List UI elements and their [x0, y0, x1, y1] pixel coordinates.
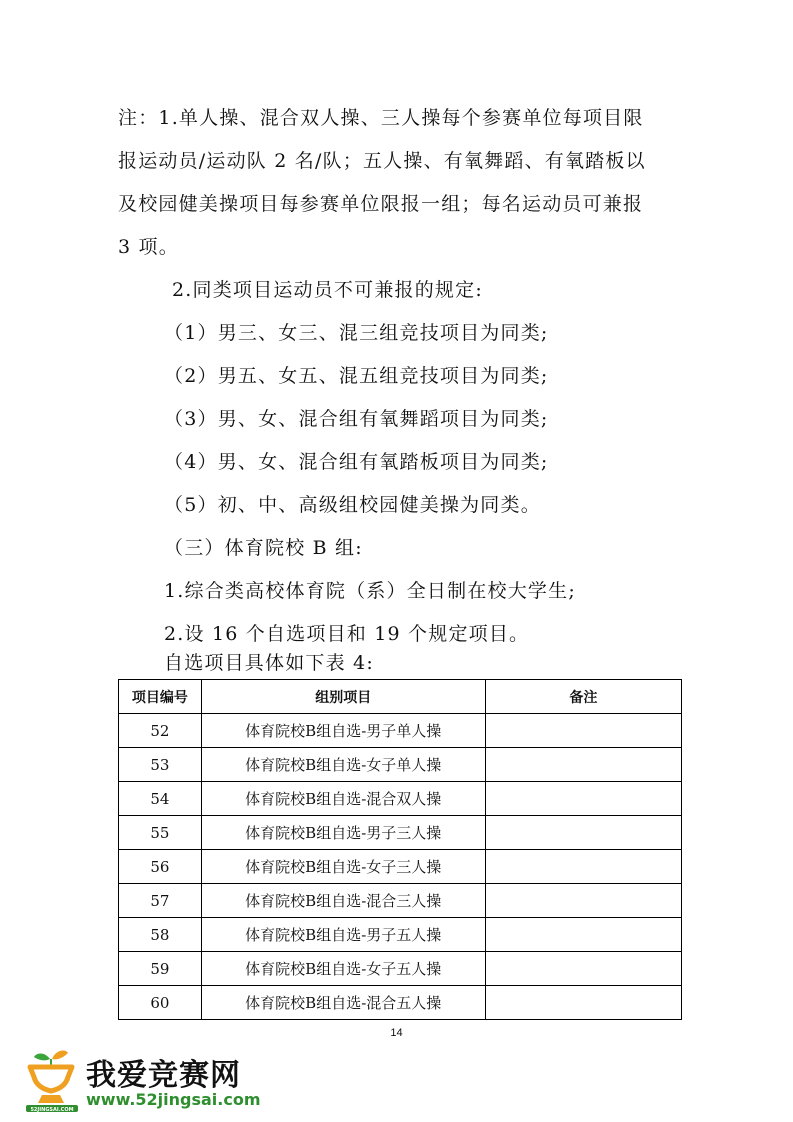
cell-id: 52 [119, 714, 202, 748]
event-table [118, 679, 682, 1020]
cell-note [485, 714, 681, 748]
cell-note [485, 918, 681, 952]
cell-id: 60 [119, 986, 202, 1020]
cell-id: 58 [119, 918, 202, 952]
section-title: （三）体育院校 B 组: [164, 537, 363, 559]
note-line-2: 报运动员/运动队 2 名/队；五人操、有氧舞蹈、有氧踏板以 [118, 150, 646, 172]
rule-3: （3）男、女、混合组有氧舞蹈项目为同类; [164, 408, 549, 430]
table-header-row [119, 680, 682, 714]
cell-name: 体育院校B组自选-男子单人操 [201, 714, 485, 748]
section-item-1: 1.综合类高校体育院（系）全日制在校大学生; [164, 580, 576, 602]
brand-name: 我爱竞赛网 [86, 1058, 241, 1093]
rule-5: （5）初、中、高级组校园健美操为同类。 [164, 494, 541, 516]
table-row [119, 714, 682, 748]
cell-name: 体育院校B组自选-女子五人操 [201, 952, 485, 986]
rule-1: （1）男三、女三、混三组竞技项目为同类; [164, 322, 549, 344]
logo-text: 52JINGSAI.COM [30, 1107, 74, 1113]
cell-id: 56 [119, 850, 202, 884]
page-number: 14 [390, 1027, 403, 1039]
cell-name: 体育院校B组自选-混合三人操 [201, 884, 485, 918]
rule-title: 2.同类项目运动员不可兼报的规定: [172, 279, 483, 301]
brand-url[interactable]: www.52jingsai.com [86, 1090, 261, 1109]
cell-name: 体育院校B组自选-女子三人操 [201, 850, 485, 884]
note-line-4: 3 项。 [118, 236, 179, 258]
cell-note [485, 782, 681, 816]
cell-name: 体育院校B组自选-混合双人操 [201, 782, 485, 816]
header-id: 项目编号 [119, 680, 202, 714]
cell-id: 54 [119, 782, 202, 816]
table-row [119, 850, 682, 884]
cell-id: 57 [119, 884, 202, 918]
table-intro: 自选项目具体如下表 4: [164, 652, 374, 674]
cell-note [485, 986, 681, 1020]
cell-name: 体育院校B组自选-男子三人操 [201, 816, 485, 850]
table-row [119, 748, 682, 782]
cell-id: 59 [119, 952, 202, 986]
rule-2: （2）男五、女五、混五组竞技项目为同类; [164, 365, 549, 387]
cell-id: 55 [119, 816, 202, 850]
table-row [119, 952, 682, 986]
table-row [119, 884, 682, 918]
note-line-3: 及校园健美操项目每参赛单位限报一组；每名运动员可兼报 [118, 193, 644, 215]
table-row [119, 986, 682, 1020]
header-note: 备注 [485, 680, 681, 714]
cell-name: 体育院校B组自选-男子五人操 [201, 918, 485, 952]
cell-name: 体育院校B组自选-女子单人操 [201, 748, 485, 782]
cell-note [485, 952, 681, 986]
cell-id: 53 [119, 748, 202, 782]
table-row [119, 918, 682, 952]
cell-note [485, 850, 681, 884]
cell-note [485, 884, 681, 918]
header-name: 组别项目 [201, 680, 485, 714]
table-row [119, 782, 682, 816]
section-item-2: 2.设 16 个自选项目和 19 个规定项目。 [164, 623, 530, 645]
cell-note [485, 816, 681, 850]
rule-4: （4）男、女、混合组有氧踏板项目为同类; [164, 451, 549, 473]
cell-name: 体育院校B组自选-混合五人操 [201, 986, 485, 1020]
cell-note [485, 748, 681, 782]
note-line-1: 注：1.单人操、混合双人操、三人操每个参赛单位每项目限 [118, 107, 644, 129]
table-row [119, 816, 682, 850]
